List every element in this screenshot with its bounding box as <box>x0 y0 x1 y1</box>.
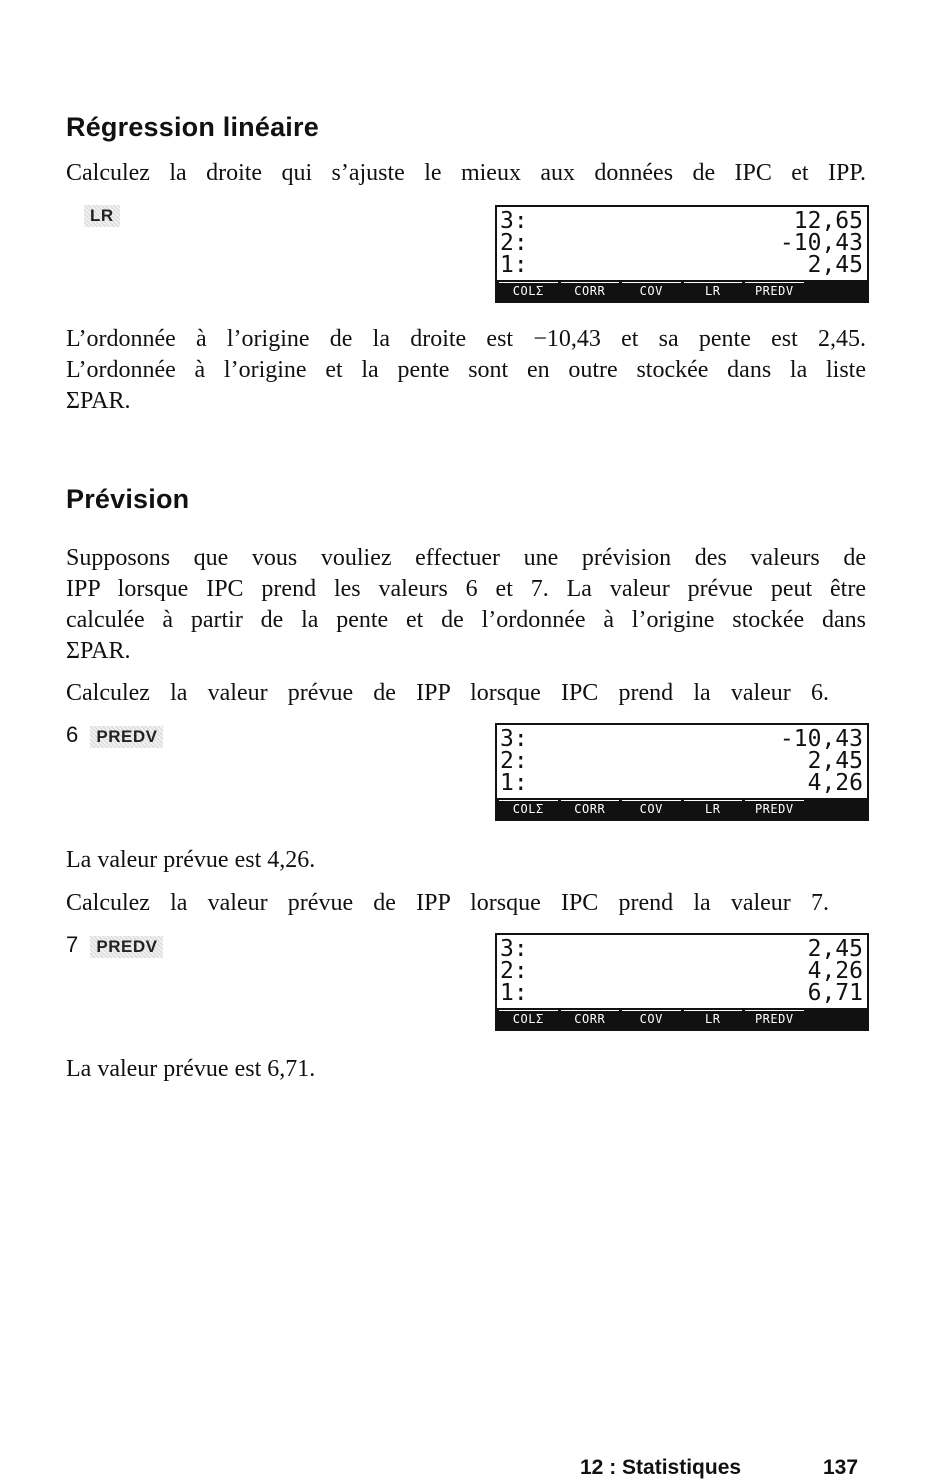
predv-key-label: PREDV <box>90 726 163 748</box>
stack-level: 1: <box>500 252 528 278</box>
calculator-screen-3 <box>495 933 869 1031</box>
softkey-corr: CORR <box>561 800 620 818</box>
stack-level: 3: <box>500 208 528 234</box>
step1-instruction <box>66 678 829 709</box>
softkey-predv: PREDV <box>745 282 804 300</box>
softkey-lr: LR <box>684 1010 743 1028</box>
softkey-colsum: COLΣ <box>499 1010 558 1028</box>
intro-line: calculée à partir de la pente et de l’ordonnée à l’origine stockée dans <box>66 607 866 633</box>
instruction-text: Calculez la valeur prévue de IPP lorsque IPC prend la valeur 6. <box>66 680 829 706</box>
softkey-blank <box>807 800 866 817</box>
stack-value: -10,43 <box>779 230 863 256</box>
instruction-text: Calculez la valeur prévue de IPP lorsque IPC prend la valeur 7. <box>66 890 829 916</box>
softkey-cov: COV <box>622 1010 681 1028</box>
stack-value: 2,45 <box>807 252 863 278</box>
result-line: L’ordonnée à l’origine et la pente sont en outre stockée dans la liste <box>66 357 866 383</box>
step2-result: La valeur prévue est 6,71. <box>66 1056 316 1082</box>
stack-row-3 <box>500 728 863 750</box>
instruction-text: Calculez la droite qui s’ajuste le mieux aux données de IPC et IPP. <box>66 160 866 186</box>
result-line: L’ordonnée à l’origine de la droite est −10,43 et sa pente est 2,45. <box>66 326 866 352</box>
step2-keystrokes <box>66 932 163 958</box>
softkey-lr: LR <box>684 282 743 300</box>
stack-row-1 <box>500 772 863 794</box>
stack-level: 2: <box>500 748 528 774</box>
stack-value: 4,26 <box>807 770 863 796</box>
stack-value: 12,65 <box>793 208 863 234</box>
intro-line: ΣPAR. <box>66 638 131 664</box>
stack-row-2 <box>500 232 863 254</box>
stack-value: 4,26 <box>807 958 863 984</box>
stack-row-1 <box>500 254 863 276</box>
softkey-menu <box>497 798 867 819</box>
softkey-colsum: COLΣ <box>499 282 558 300</box>
softkey-lr: LR <box>684 800 743 818</box>
stack-level: 2: <box>500 230 528 256</box>
stack-row-2 <box>500 960 863 982</box>
step2-instruction <box>66 888 829 919</box>
result-line: ΣPAR. <box>66 388 131 414</box>
stack-row-2 <box>500 750 863 772</box>
step1-result: La valeur prévue est 4,26. <box>66 847 316 873</box>
footer-chapter: 12 : Statistiques <box>580 1456 742 1479</box>
stack-value: -10,43 <box>779 726 863 752</box>
softkey-corr: CORR <box>561 282 620 300</box>
softkey-predv: PREDV <box>745 800 804 818</box>
stack-level: 1: <box>500 770 528 796</box>
section-title-regression: Régression linéaire <box>66 112 319 142</box>
intro-line: Supposons que vous vouliez effectuer une prévision des valeurs de <box>66 545 866 571</box>
softkey-menu <box>497 280 867 301</box>
stack-level: 3: <box>500 936 528 962</box>
input-number: 6 <box>66 722 79 747</box>
stack-value: 6,71 <box>807 980 863 1006</box>
softkey-blank <box>807 1010 866 1027</box>
section-title-prevision: Prévision <box>66 484 190 514</box>
stack-level: 1: <box>500 980 528 1006</box>
lr-key-label: LR <box>84 205 120 227</box>
lr-key <box>84 205 120 227</box>
step1-keystrokes <box>66 722 163 748</box>
stack-level: 3: <box>500 726 528 752</box>
softkey-blank <box>807 282 866 299</box>
stack-level: 2: <box>500 958 528 984</box>
stack-value: 2,45 <box>807 936 863 962</box>
stack-row-3 <box>500 210 863 232</box>
stack-value: 2,45 <box>807 748 863 774</box>
softkey-predv: PREDV <box>745 1010 804 1028</box>
input-number: 7 <box>66 932 79 957</box>
calculator-screen-2 <box>495 723 869 821</box>
softkey-cov: COV <box>622 800 681 818</box>
footer-page-number: 137 <box>823 1456 859 1479</box>
regression-instruction <box>66 158 866 189</box>
predv-key-label: PREDV <box>90 936 163 958</box>
softkey-corr: CORR <box>561 1010 620 1028</box>
softkey-cov: COV <box>622 282 681 300</box>
prevision-intro <box>66 543 866 667</box>
softkey-menu <box>497 1008 867 1029</box>
stack-row-1 <box>500 982 863 1004</box>
stack-row-3 <box>500 938 863 960</box>
calculator-screen-1 <box>495 205 869 303</box>
intro-line: IPP lorsque IPC prend les valeurs 6 et 7. La valeur prévue peut être <box>66 576 866 602</box>
regression-result <box>66 324 866 417</box>
softkey-colsum: COLΣ <box>499 800 558 818</box>
